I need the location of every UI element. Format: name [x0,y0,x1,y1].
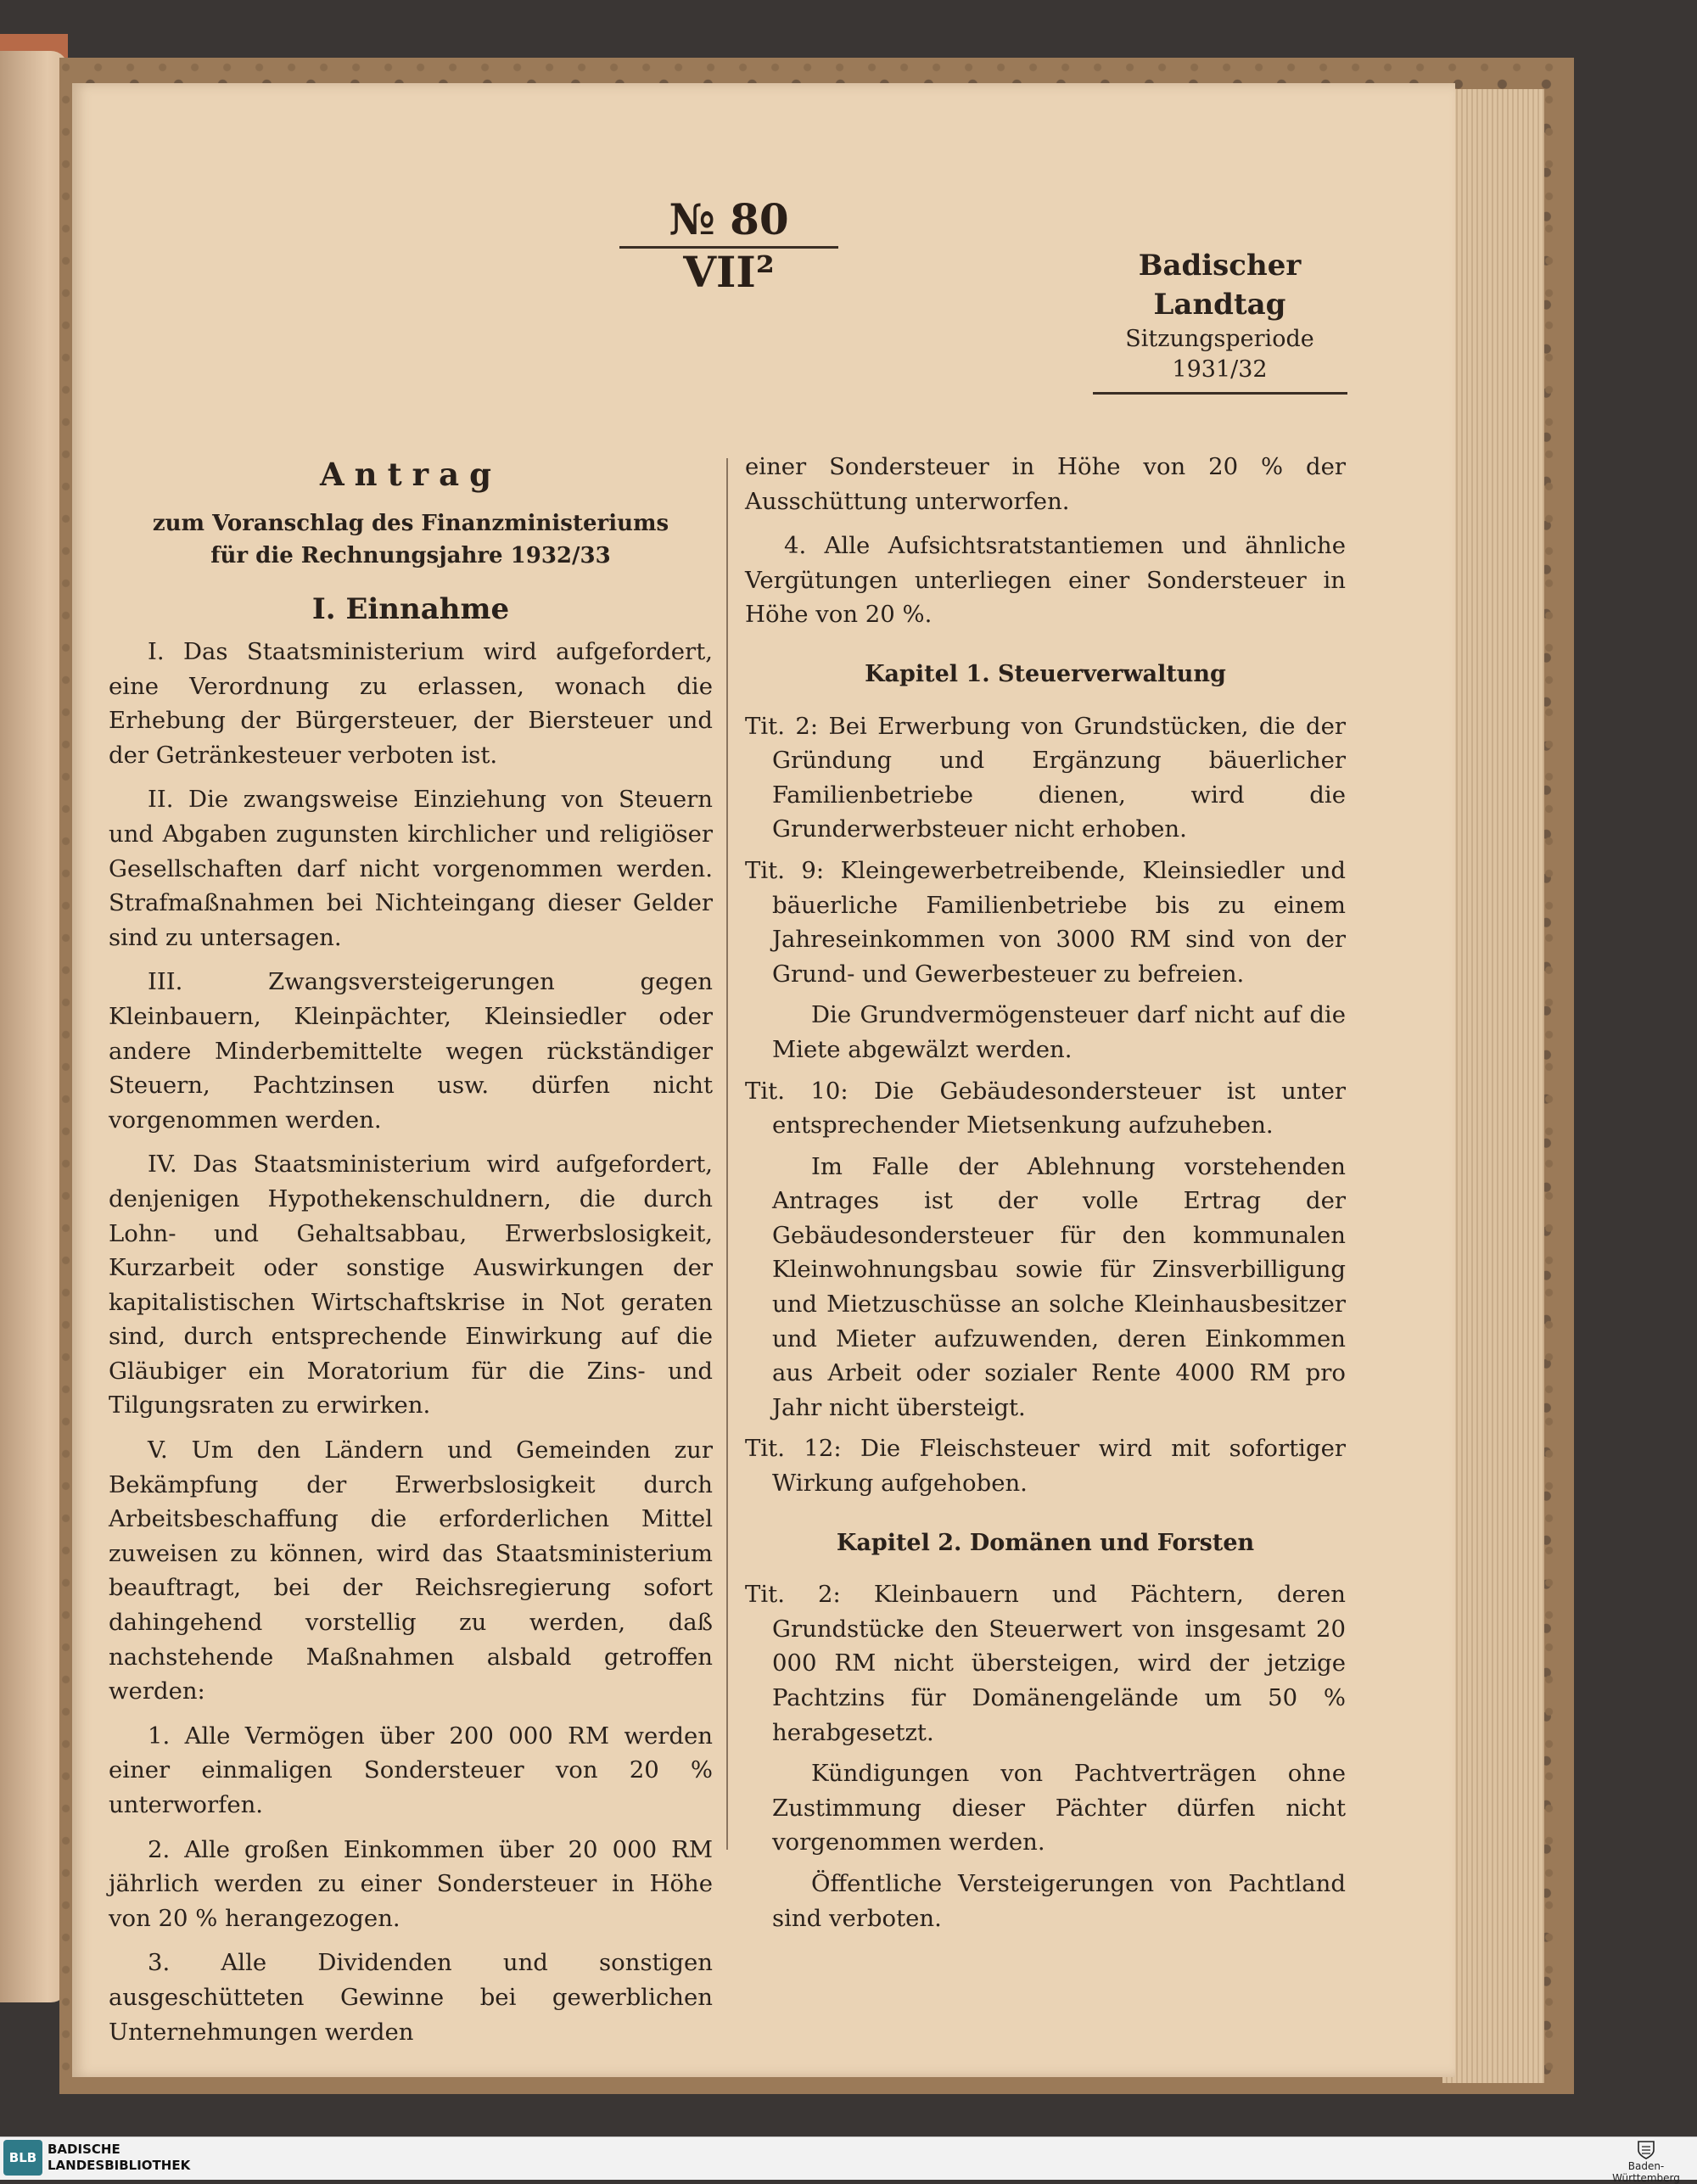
title-item-continuation: Im Falle der Ablehnung vorstehenden Antrages ist der volle Ertrag der Gebäudesondersteuer für den kommunalen Kleinwohnungsbau sowie für Zinsverbilligung und Mietzuschüsse an solche Kleinhausbesitzer und Mieter aufzuwenden, deren Einkommen aus Arbeit oder sozialer Rente 4000 RM pro Jahr nicht übersteigt. [772,1152,1346,1421]
footer-bar [0,2136,1697,2180]
paragraph: 1. Alle Vermögen über 200 000 RM werden einer einmaligen Sondersteuer von 20 % unterworfen. [109,1722,713,1818]
document-subtitle-1: zum Voranschlag des Finanzministeriums [152,511,669,536]
title-item: Tit. 2: Kleinbauern und Pächtern, deren Grundstücke den Steuerwert von insgesamt 20 000 RM nicht übersteigen, wird der jetzige Pachtzins für Domänengelände um 50 % herabgesetzt. [745,1581,1346,1746]
paragraph: III. Zwangsversteigerungen gegen Kleinbauern, Kleinpächter, Kleinsiedler oder andere Minderbemittelte wegen rückständiger Steuern, Pachtzinsen usw. dürfen nicht vorgenommen werden. [109,968,713,1134]
paragraph: 2. Alle großen Einkommen über 20 000 RM jährlich werden zu einer Sondersteuer in Höhe von 20 % herangezogen. [109,1835,713,1932]
chapter-heading: Kapitel 1. Steuerverwaltung [865,660,1226,687]
title-item: Tit. 9: Kleingewerbetreibende, Kleinsiedler und bäuerliche Familienbetriebe bis zu einem Jahreseinkommen von 3000 RM sind von der Grund- und Gewerbesteuer zu befreien. [745,856,1346,988]
paragraph: IV. Das Staatsministerium wird aufgefordert, denjenigen Hypothekenschuldnern, die durch Lohn- und Gehaltsabbau, Erwerbslosigkeit, Kurzarbeit oder sonstige Auswirkungen der kapitalistischen Wirtschaftskrise in Not geraten sind, durch entsprechende Einwirkung auf die Gläubiger ein Moratorium für die Zins- und Tilgungsraten zu erwirken. [109,1151,713,1420]
left-page-edge [0,51,68,2002]
blb-logo[interactable]: BLB [3,2140,42,2176]
title-item: Tit. 10: Die Gebäudesondersteuer ist unter entsprechender Mietsenkung aufzuheben. [745,1077,1346,1140]
baden-wuerttemberg-logo[interactable] [1595,2140,1697,2184]
page-block-edge [1442,89,1544,2083]
document-subtitle-2: für die Rechnungsjahre 1932/33 [210,543,611,568]
paragraph: II. Die zwangsweise Einziehung von Steuern und Abgaben zugunsten kirchlicher und religiöser Gesellschaften darf nicht vorgenommen werden. Strafmaßnahmen bei Nichteingang dieser Gelder sind zu untersagen. [109,786,713,951]
paragraph: einer Sondersteuer in Höhe von 20 % der Ausschüttung unterworfen. [745,453,1346,515]
title-item-continuation: Öffentliche Versteigerungen von Pachtland sind verboten. [772,1869,1346,1932]
crest-icon [1637,2140,1655,2160]
library-name-line-2: LANDESBIBLIOTHEK [48,2158,191,2173]
title-item: Tit. 12: Die Fleischsteuer wird mit sofortiger Wirkung aufgehoben. [745,1435,1346,1498]
header-session: Sitzungsperiode [1125,326,1314,352]
document-title: Antrag [319,456,502,493]
title-item-continuation: Die Grundvermögensteuer darf nicht auf die Miete abgewälzt werden. [772,1001,1346,1063]
left-column [109,450,713,2059]
state-label: Baden-Württemberg [1612,2160,1680,2184]
paragraph: 4. Alle Aufsichtsratstantiemen und ähnliche Vergütungen unterliegen einer Sondersteuer in Höhe von 20 %. [745,532,1346,629]
right-column [745,450,1346,1942]
header-block [1090,246,1349,395]
column-divider [726,458,728,1850]
library-name-line-1: BADISCHE [48,2142,120,2157]
paragraph: 3. Alle Dividenden und sonstigen ausgeschütteten Gewinne bei gewerblichen Unternehmungen werden [109,1949,713,2046]
library-name [48,2142,190,2174]
paragraph: I. Das Staatsministerium wird aufgefordert, eine Verordnung zu erlassen, wonach die Erhebung der Bürgersteuer, der Biersteuer und der Getränkesteuer verboten ist. [109,638,713,769]
paragraph: V. Um den Ländern und Gemeinden zur Bekämpfung der Erwerbslosigkeit durch Arbeitsbeschaffung die erforderlichen Mittel zuweisen zu können, wird das Staatsministerium beauftragt, bei der Reichsregierung sofort dahingehend vorstellig zu werden, daß nachstehende Maßnahmen alsbald getroffen werden: [109,1436,713,1705]
header-org: Badischer Landtag [1138,249,1302,322]
header-rule [1093,392,1347,395]
title-item: Tit. 2: Bei Erwerbung von Grundstücken, die der Gründung und Ergänzung bäuerlicher Familienbetriebe dienen, wird die Grunderwerbsteuer nicht erhoben. [745,712,1346,843]
header-year: 1931/32 [1172,356,1268,383]
title-item-continuation: Kündigungen von Pachtverträgen ohne Zustimmung dieser Pächter dürfen nicht vorgenommen werden. [772,1760,1346,1856]
document-number: № 80 VII² [619,193,838,249]
section-heading: I. Einnahme [311,592,510,626]
chapter-heading: Kapitel 2. Domänen und Forsten [836,1529,1255,1556]
